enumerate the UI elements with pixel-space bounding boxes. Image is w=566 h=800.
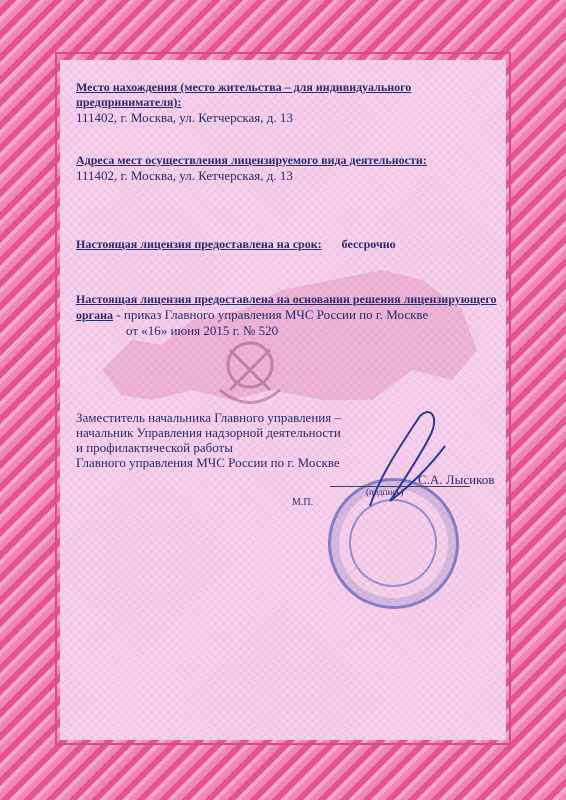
signatory-line3: и профилактической работы: [76, 440, 233, 455]
license-content: [76, 80, 506, 362]
basis-value-line2: от «16» июня 2015 г. № 520: [126, 323, 279, 338]
activity-value: 111402, г. Москва, ул. Кетчерская, д. 13: [76, 168, 293, 183]
handwritten-signature: [360, 406, 450, 516]
activity-label: Адреса мест осуществления лицензируемого вида деятельности:: [76, 153, 427, 167]
term-value: бессрочно: [341, 237, 396, 251]
location-section: [76, 80, 506, 125]
term-label: Настоящая лицензия предоставлена на срок:: [76, 237, 322, 251]
location-value: 111402, г. Москва, ул. Кетчерская, д. 13: [76, 110, 293, 125]
signatory-line1: Заместитель начальника Главного управления –: [76, 410, 341, 425]
term-section: [76, 237, 506, 252]
basis-dash: -: [113, 307, 124, 322]
signature-caption: (подпись): [366, 487, 404, 497]
signatory-line2: начальник Управления надзорной деятельности: [76, 425, 341, 440]
basis-label-line2: органа: [76, 308, 114, 322]
signatory-name: С.А. Лысиков: [418, 472, 495, 487]
location-label: Место нахождения (место жительства – для индивидуального предпринимателя):: [76, 80, 412, 109]
signatory-line4: Главного управления МЧС России по г. Москве: [76, 455, 340, 470]
activity-section: [76, 153, 506, 183]
basis-label-line1: Настоящая лицензия предоставлена на основании решения лицензирующего: [76, 292, 497, 306]
basis-value-line1: приказ Главного управления МЧС России по г. Москве: [123, 307, 429, 322]
basis-section: [76, 292, 506, 338]
stamp-place-label: М.П.: [292, 497, 314, 508]
